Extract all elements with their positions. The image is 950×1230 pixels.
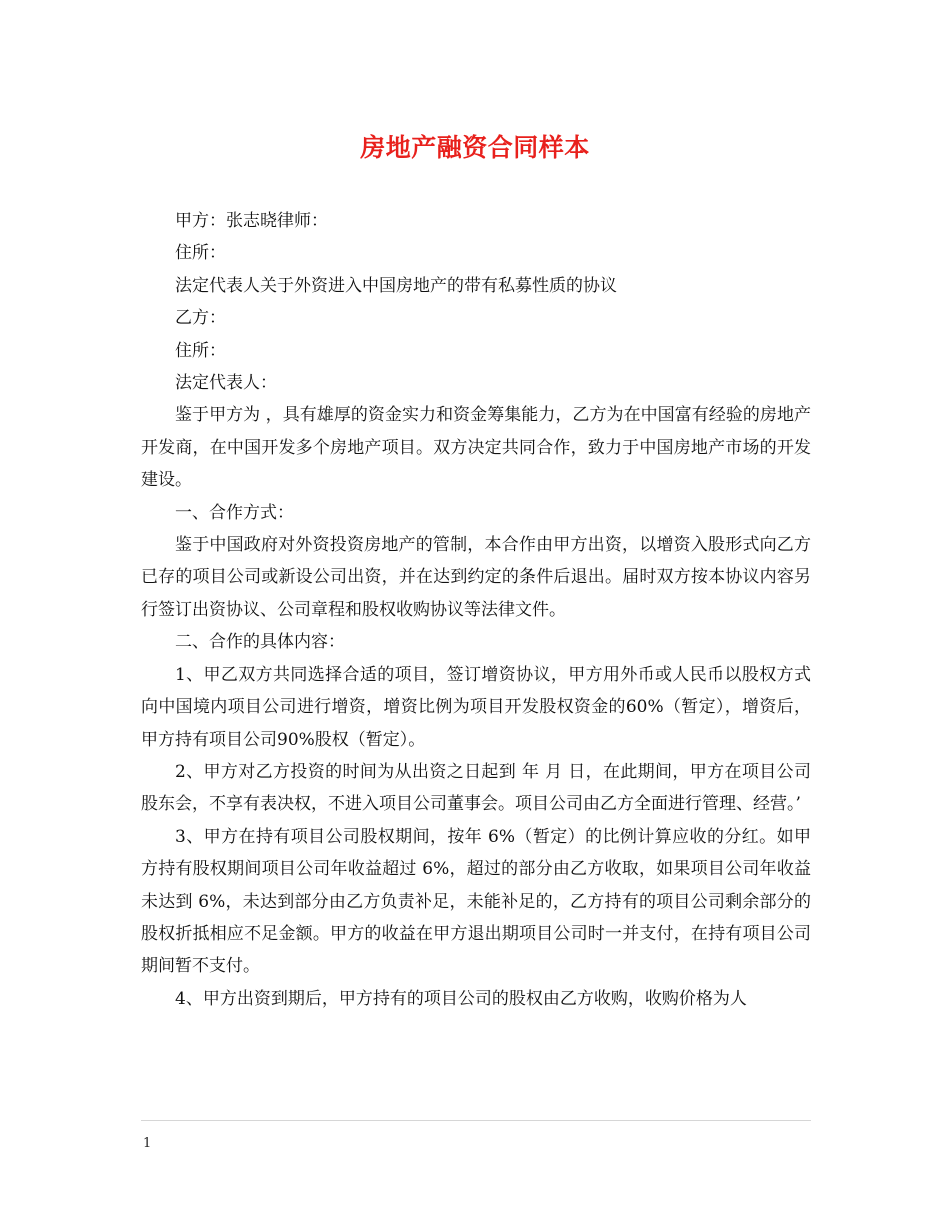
heading-cooperation-content: 二、合作的具体内容： — [175, 632, 345, 653]
paragraph-party-b-representative: 法定代表人： — [175, 373, 277, 394]
document-title: 房地产融资合同样本 — [360, 133, 590, 162]
paragraph-cooperation-method: 鉴于中国政府对外资投资房地产的管制，本合作由甲方出资，以增资入股形式向乙方已存的项目公司或新设公司出资，并在达到约定的条件后退出。届时双方按本协议内容另行签订出资协议、公司章程和股权收购协议等法律文件。 — [141, 535, 811, 620]
heading-cooperation-method: 一、合作方式： — [175, 502, 294, 523]
paragraph-party-a-address: 住所： — [175, 243, 226, 264]
paragraph-party-b-address: 住所： — [175, 340, 226, 361]
clause-3: 3、甲方在持有项目公司股权期间，按年 6%（暂定）的比例计算应收的分红。如甲方持有股权期间项目公司年收益超过 6%，超过的部分由乙方收取，如果项目公司年收益未达到 6%，未达到部分由乙方负责补足，未能补足的，乙方持有的项目公司剩余部分的股权折抵相应不足金额。甲方的收益在甲方退出期项目公司时一并支付，在持有项目公司期间暂不支付。 — [141, 826, 811, 977]
document-body — [141, 205, 811, 1015]
footer-divider — [141, 1120, 811, 1121]
clause-1: 1、甲乙双方共同选择合适的项目，签订增资协议，甲方用外币或人民币以股权方式向中国境内项目公司进行增资，增资比例为项目开发股权资金的60%（暂定），增资后，甲方持有项目公司90%股权（暂定）。 — [141, 664, 811, 750]
clause-2: 2、甲方对乙方投资的时间为从出资之日起到 年 月 日，在此期间，甲方在项目公司股东会，不享有表决权，不进入项目公司董事会。项目公司由乙方全面进行管理、经营。’ — [141, 761, 811, 815]
paragraph-preamble: 鉴于甲方为 ，具有雄厚的资金实力和资金筹集能力，乙方为在中国富有经验的房地产开发商，在中国开发多个房地产项目。双方决定共同合作，致力于中国房地产市场的开发建设。 — [141, 405, 811, 491]
clause-4: 4、甲方出资到期后，甲方持有的项目公司的股权由乙方收购，收购价格为人 — [175, 988, 747, 1009]
paragraph-party-a-representative: 法定代表人关于外资进入中国房地产的带有私募性质的协议 — [175, 275, 617, 296]
paragraph-party-b: 乙方： — [175, 308, 226, 329]
page-number: 1 — [143, 1136, 152, 1151]
paragraph-party-a: 甲方：张志晓律师： — [175, 211, 328, 231]
